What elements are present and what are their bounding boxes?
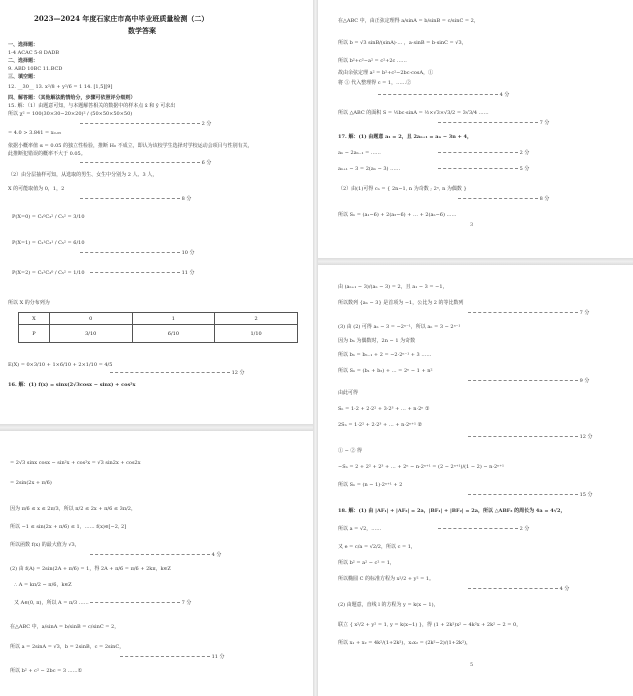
distribution-table [18,312,298,343]
score-marker: 11 分 [120,654,225,661]
document-title: 2023—2024 年度石家庄市高中毕业班质量检测（二） [34,14,209,23]
answer-line: 所以 b² + c² − 2bc = 3 ……① [10,668,83,674]
answer-line: 所以 a = √2，…… [338,526,382,532]
answer-line: 在△ABC 中，由正弦定理得 a/sinA = b/sinB = c/sinC = 2， [338,18,479,24]
answer-line: 所以函数 f(x) 的最大值为 √3， [10,542,80,548]
answer-line: 将 ① 代入整理得 c = 1，……② [338,80,412,86]
question-16-heading: 16. 解：(1) f(x) = sinx(2√3cosx − sinx) + cos²x [8,382,136,388]
answer-line: 所以 X 的分布列为 [8,300,50,306]
page-gutter [313,0,318,696]
answer-line: ∴ A = kπ/2 − π/6，k∈Z [14,582,72,588]
score-marker: 5 分 [438,166,529,173]
answer-line: 故由余弦定理 a² = b²+c²−2bc·cosA，① [338,70,434,76]
section-heading: 三、填空题： [8,74,39,80]
answer-line: （2）由分层抽样可知，从选取的男生、女生中分别为 2 人、3 人， [8,172,158,178]
answer-line: 2Sₙ = 1·2² + 2·2³ + … + n·2ⁿ⁺¹ ② [338,422,423,428]
answer-line: 在△ABC 中，a/sinA = b/sinB = c/sinC = 2， [10,624,120,630]
answer-line: 所以 b = √3 sinB/(sinA)·… ，a·sinB = b·sinC = √3， [338,40,467,46]
answer-line: 所以 −1 ≤ sin(2x + π/6) ≤ 1，…… f(x)∈[−2, 2] [10,524,127,530]
answer-line: (2) 由题意，直线 l 的方程为 y = k(x − 1)， [338,602,439,608]
table-cell: X [19,313,50,325]
score-marker: 6 分 [80,160,211,167]
question-17-heading: 17. 解：(1) 由题意 a₁ = 2，且 2aₙ₊₁ = aₙ − 3n + 4， [338,134,473,140]
answer-line: 因为 π/6 ≤ x ≤ 2π/3，所以 π/2 ≤ 2x + π/6 ≤ 3π/2， [10,506,136,512]
answer-line: 所以 Sₙ = (b₁ + b₂) + … = 2ⁿ − 1 + n² [338,368,433,374]
answer-line: 依据小概率值 α = 0.05 的独立性检验，推断 H₀ 不成立，即认为该校学生选择对学校运动会项目与性别有关， [8,143,253,149]
answer-line: aₙ − 2aₙ₋₁ = …… [338,150,381,156]
answer-line: 所以 x₁ + x₂ = 4k²/(1+2k²)，x₁x₂ = (2k²−2)/(1+2k²)， [338,640,472,646]
score-marker: 15 分 [468,492,593,499]
answer-line: = 4.0 > 3.841 = x₀.₀₅ [8,130,62,136]
table-cell: P [19,325,50,343]
table-cell: 6/10 [132,325,215,343]
score-marker: 8 分 [458,196,549,203]
table-cell: 1 [132,313,215,325]
answer-line: 所以 bₙ = bₙ₋₁ + 2 = −2·2ⁿ⁻¹ + 3 …… [338,352,432,358]
probability-line: P(X=0) = C₂⁰C₃² / C₅² = 3/10 [12,214,85,220]
score-marker: 2 分 [80,121,211,128]
answer-line: (2) 由 f(A) = 2sin(2A + π/6) = 1，得 2A + π/6 = π/6 + 2kπ，k∈Z [10,566,171,572]
answer-line: 所以椭圆 C 的标准方程为 x²/2 + y² = 1。 [338,576,435,582]
answer-line: 所以 χ² = 100(30×30−20×20)² / (50×50×50×50) [8,111,133,117]
score-marker: 7 分 [468,310,589,317]
score-marker: 9 分 [468,378,589,385]
answer-line: （2）由(1)可得 cₙ = { 2n−1, n 为奇数 ; 2ⁿ, n 为偶数 } [338,186,467,192]
probability-line: P(X=2) = C₂²C₃⁰ / C₅² = 1/10 [12,270,85,276]
score-marker: 4 分 [90,552,221,559]
table-cell: 3/10 [49,325,132,343]
answer-line: 所以 Sₙ = (n − 1)·2ⁿ⁺¹ + 2 [338,482,403,488]
score-marker: 2 分 [438,526,529,533]
answer-line: X 的可能取值为 0，1，2 [8,186,65,192]
answer-line: 由此可得 [338,390,359,396]
answer-line: 又 A∈(0, π)，所以 A = π/3 …… [14,600,89,606]
section-heading: 四、解答题：（其他解法酌情给分，步骤可依照评分细则） [8,95,136,101]
score-marker: 4 分 [378,92,509,99]
score-marker: 2 分 [438,150,529,157]
answer-line: ① − ② 得 [338,448,362,454]
probability-line: P(X=1) = C₂¹C₃¹ / C₅² = 6/10 [12,240,85,246]
answer-line: 所以 b²+c²−a² = c²+2c …… [338,58,407,64]
expectation-line: E(X) = 0×3/10 + 1×6/10 + 2×1/10 = 4/5 [8,362,113,368]
score-marker: 11 分 [90,270,195,277]
page-fold [318,258,633,265]
answer-line: 所以 a = 2sinA = √3，b = 2sinB，c = 2sinC， [10,644,125,650]
answer-line: aₙ₊₁ − 3 = 2(aₙ − 3) …… [338,166,401,172]
score-marker: 8 分 [80,196,191,203]
table-cell: 0 [49,313,132,325]
answer-line: 15. 解：（1）由题意可知，与本题解答相关的数据中的样本点 x̄ 和 ȳ 可求出 [8,103,176,109]
answer-line: 所以 Sₙ = (a₁−6) + 2(a₂−6) + … + 2(aₙ−6) …… [338,212,457,218]
answer-line: = 2√3 sinx cosx − sin²x + cos²x = √3 sin2x + cos2x [10,460,141,466]
answer-line: 因为 bₙ 为偶数时，2n − 1 为奇数 [338,338,416,344]
answer-line: 9. ABD 10BC 11.BCD [8,66,63,72]
answer-line: 所以 b² = a² − c² = 1， [338,560,395,566]
score-marker: 12 分 [468,434,593,441]
table-row [19,325,298,343]
answer-line: = 2sin(2x + π/6) [10,480,52,486]
section-heading: 二、选择题： [8,58,39,64]
answer-line: 1-4 ACAC 5-8 DADB [8,50,60,56]
table-cell: 1/10 [215,325,298,343]
score-marker: 7 分 [90,600,191,607]
answer-line: 由 (aₙ₊₁ − 3)/(aₙ − 3) = 2，且 a₁ − 3 = −1， [338,284,448,290]
answer-line: (3) 由 (2) 可得 aₙ − 3 = −2ⁿ⁻¹，所以 aₙ = 3 − 2ⁿ⁻¹ [338,324,461,330]
answer-sheet-page-4 [318,262,633,696]
table-cell: 2 [215,313,298,325]
score-marker: 4 分 [468,586,569,593]
question-18-heading: 18. 解：(1) 由 |AF₁| + |AF₂| = 2a，|BF₁| + |BF₂| = 2a，所以 △ABF₂ 的周长为 4a = 4√2， [338,508,566,514]
answer-line: 此推断犯错误的概率不大于 0.05。 [8,151,86,157]
answer-line: 所以 △ABC 的面积 S = ½bc·sinA = ½×√3×√3/2 = 3√3/4 …… [338,110,489,116]
section-heading: 一、选择题： [8,42,39,48]
answer-line: 联立 { x²/2 + y² = 1, y = k(x−1) }，得 (1 + 2k²)x² − 4k²x + 2k² − 2 = 0， [338,622,522,628]
answer-line: 所以数列 {aₙ − 3} 是首项为 −1，公比为 2 的等比数列 [338,300,464,306]
page-number: 5 [470,662,474,668]
page-number: 3 [470,222,474,228]
table-row [19,313,298,325]
answer-line: Sₙ = 1·2 + 2·2² + 3·2³ + … + n·2ⁿ ① [338,406,430,412]
score-marker: 7 分 [438,120,549,127]
answer-sheet-page-1 [0,0,313,425]
answer-sheet-page-2 [0,428,313,696]
answer-line: 12. __30__ 13. x²/8 + y²/6 = 1 14. [1,5][9] [8,84,113,90]
answer-line: 又 e = c/a = √2/2，所以 c = 1， [338,544,416,550]
answer-sheet-page-3 [318,0,633,260]
answer-line: −Sₙ = 2 + 2² + 2³ + … + 2ⁿ − n·2ⁿ⁺¹ = (2 − 2ⁿ⁺¹)/(1 − 2) − n·2ⁿ⁺¹ [338,464,504,470]
document-subtitle: 数学答案 [128,26,156,35]
score-marker: 10 分 [80,250,195,257]
page-fold [0,424,313,431]
score-marker: 12 分 [110,370,245,377]
